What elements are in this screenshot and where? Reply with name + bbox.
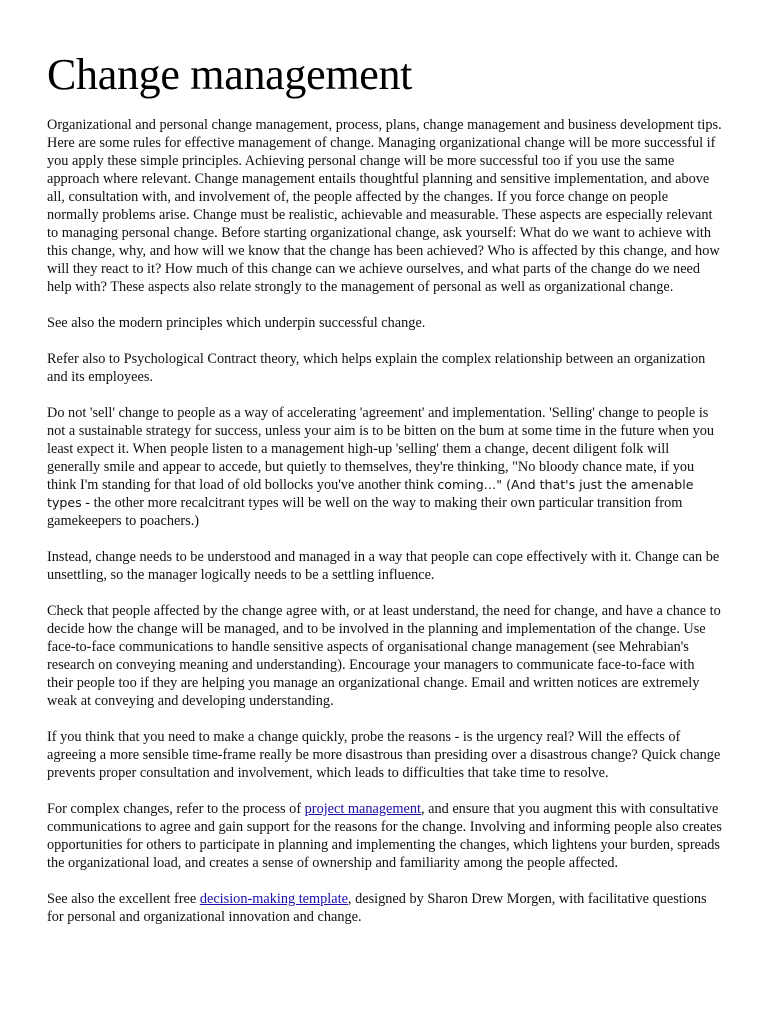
decision-template-text-start: See also the excellent free bbox=[47, 891, 200, 907]
complex-changes-text-end: , and ensure that you augment this with consultative communications to agree and gain support for the reasons for the change. Involving and informing people also creates opportunities for others to participate in planning and implementing the changes, which lightens your burden, spreads the organizational load, and creates a sense of ownership and familiarity among the people affected. bbox=[47, 801, 722, 871]
intro-paragraph: Organizational and personal change management, process, plans, change management and business development tips. Here are some rules for effective management of change. Managing organizational change will be more successful if you apply these simple principles. Achieving personal change will be more successful too if you use the same approach where relevant. Change management entails thoughtful planning and sensitive implementation, and above all, consultation with, and involvement of, the people affected by the changes. If you force change on people normally problems arise. Change must be realistic, achievable and measurable. These aspects are especially relevant to managing personal change. Before starting organizational change, ask yourself: What do we want to achieve with this change, why, and how will we know that the change has been achieved? Who is affected by this change, and how will they react to it? How much of this change can we achieve ourselves, and what parts of the change do we need help with? These aspects also relate strongly to the management of personal as well as organizational change. bbox=[47, 117, 722, 295]
modern-principles-paragraph: See also the modern principles which underpin successful change. bbox=[47, 315, 426, 331]
recalcitrant-text: - the other more recalcitrant types will be well on the way to making their own particular transition from gamekeepers to poachers.) bbox=[47, 495, 683, 529]
understood-managed-paragraph: Instead, change needs to be understood and managed in a way that people can cope effectively with it. Change can be unsettling, so the manager logically needs to be a settling influence. bbox=[47, 549, 720, 583]
check-agreement-paragraph: Check that people affected by the change agree with, or at least understand, the need for change, and have a chance to decide how the change will be managed, and to be involved in the planning and implementation of the change. Use face-to-face communications to handle sensitive aspects of organisational change management (see Mehrabian's research on conveying meaning and understanding). Encourage your managers to communicate face-to-face with their people too if they are helping you manage an organizational change. Email and written notices are extremely weak at conveying and developing understanding. bbox=[47, 603, 721, 709]
do-not-sell-paragraph bbox=[47, 404, 723, 530]
decision-template-paragraph bbox=[47, 890, 723, 926]
psychological-contract-paragraph: Refer also to Psychological Contract theory, which helps explain the complex relationship between an organization and its employees. bbox=[47, 351, 706, 385]
project-management-link[interactable]: project management bbox=[304, 801, 421, 817]
amenable-types-snippet: coming…" (And that's just the amenable types bbox=[47, 477, 694, 510]
complex-changes-text-start: For complex changes, refer to the process of bbox=[47, 801, 305, 817]
page-title: Change management bbox=[47, 50, 413, 99]
quick-change-paragraph: If you think that you need to make a change quickly, probe the reasons - is the urgency real? Will the effects of agreeing a more sensible time-frame really be more disastrous than presiding over a disastrous change? Quick change prevents proper consultation and involvement, which leads to difficulties that take time to resolve. bbox=[47, 729, 721, 781]
do-not-sell-text: Do not 'sell' change to people as a way of accelerating 'agreement' and implementation. 'Selling' change to people is not a sustainable strategy for success, unless your aim is to be bitten on the bum at some time in the future when you least expect it. When people listen to a management high-up 'selling' them a change, decent diligent folk will generally smile and appear to accede, but quietly to themselves, they're thinking, "No bloody chance mate, if you think I'm standing for that load of old bollocks you've another think bbox=[47, 405, 715, 493]
document-page bbox=[47, 50, 723, 944]
complex-changes-paragraph bbox=[47, 800, 723, 872]
decision-making-template-link[interactable]: decision-making template bbox=[199, 891, 348, 907]
decision-template-text-end: , designed by Sharon Drew Morgen, with facilitative questions for personal and organizational innovation and change. bbox=[47, 891, 707, 925]
